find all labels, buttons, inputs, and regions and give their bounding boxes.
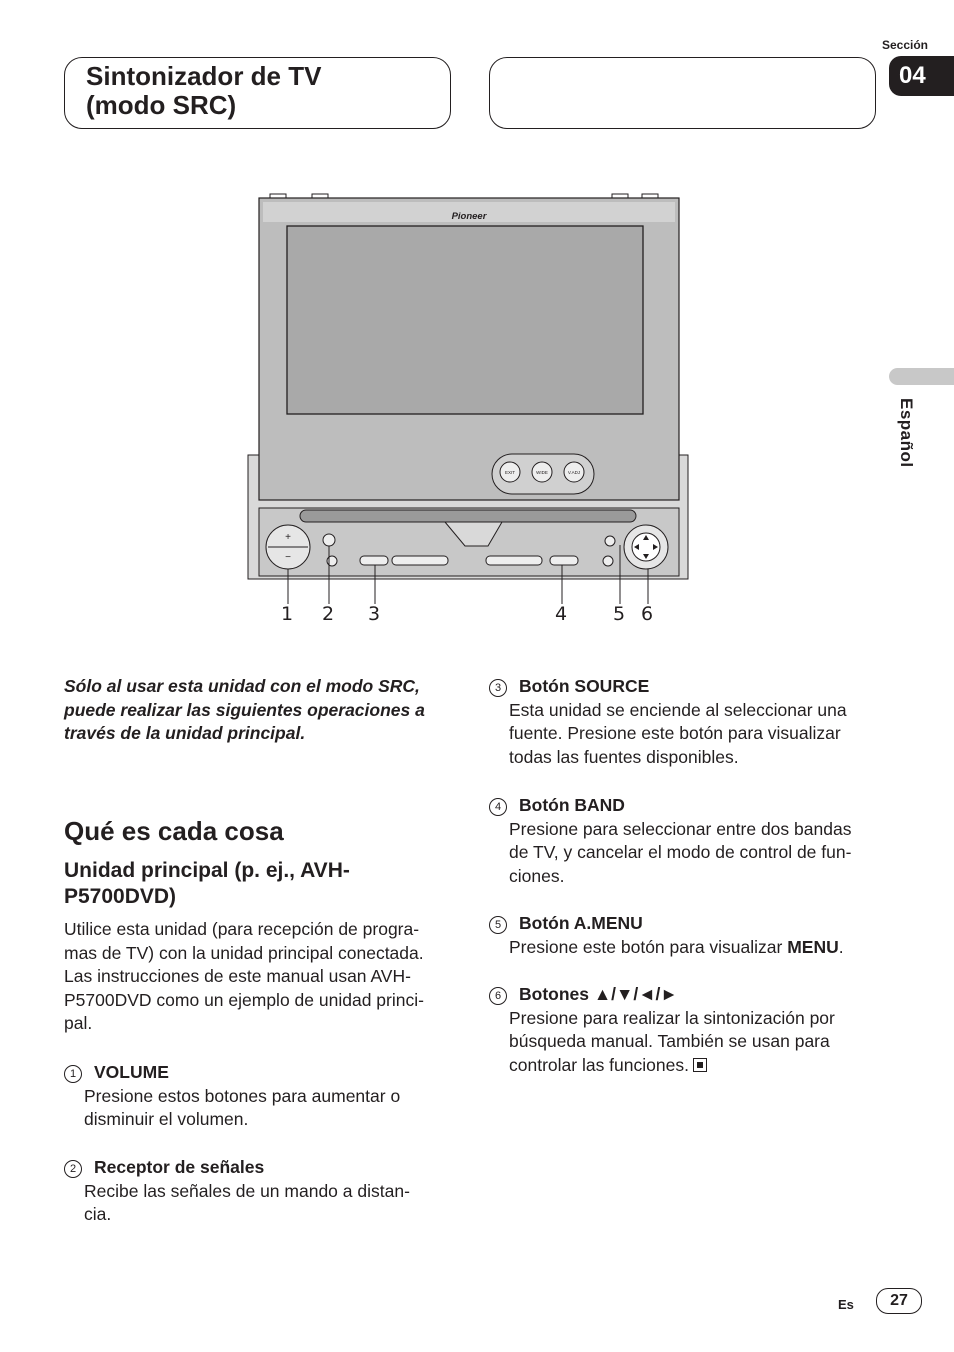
section-number: 04 (889, 56, 954, 96)
brand-logo: Pioneer (451, 211, 487, 222)
empty-header-box (489, 57, 876, 129)
intro-text: Sólo al usar esta unidad con el modo SRC, puede realizar las siguientes operaciones a través de la unidad principal. (64, 676, 425, 743)
description: Utilice esta unidad (para recepción de progra- mas de TV) con la unidad principal conectada. Las instrucciones de este manual usan AVH- P5700DVD como un ejemplo de unidad princi- pal. (64, 919, 424, 1033)
item-band: 4 Botón BAND Presione para seleccionar entre dos bandas de TV, y cancelar el modo de control de fun- ciones. (489, 794, 889, 888)
section-label: Sección (881, 38, 928, 52)
end-mark-icon (693, 1058, 707, 1072)
wide-label: WIDE (536, 470, 548, 475)
source-button[interactable] (360, 556, 388, 565)
callout-3: 3 (368, 603, 381, 625)
svg-text:−: − (285, 552, 291, 563)
page-title: Sintonizador de TV (modo SRC) (86, 61, 322, 120)
item-volume: 1 VOLUME Presione estos botones para aumentar o disminuir el volumen. (64, 1061, 454, 1132)
callout-5: 5 (613, 603, 626, 625)
amenu-button[interactable] (605, 536, 615, 546)
language-tab (889, 368, 954, 385)
item-source: 3 Botón SOURCE Esta unidad se enciende al seleccionar una fuente. Presione este botón para visualizar todas las fuentes disponibles. (489, 675, 889, 769)
subsection-heading: Unidad principal (p. ej., AVH-P5700DVD) (64, 859, 350, 908)
section-heading: Qué es cada cosa (64, 816, 284, 846)
svg-text:+: + (285, 532, 291, 543)
callout-1: 1 (281, 603, 294, 625)
footer-lang-code: Es (838, 1297, 854, 1312)
page-number: 27 (876, 1288, 922, 1314)
head-unit-illustration (240, 190, 710, 630)
vadj-label: V.ADJ (567, 470, 581, 475)
callout-6: 6 (641, 603, 654, 625)
language-label: Español (897, 398, 916, 468)
callout-4: 4 (555, 603, 568, 625)
exit-label: EXIT (504, 470, 516, 475)
item-amenu: 5 Botón A.MENU Presione este botón para visualizar MENU. (489, 912, 889, 959)
callout-2: 2 (322, 603, 335, 625)
band-button[interactable] (550, 556, 578, 565)
item-receiver: 2 Receptor de señales Recibe las señales de un mando a distan- cia. (64, 1156, 454, 1227)
item-arrows: 6 Botones ▲/▼/◄/► Presione para realizar la sintonización por búsqueda manual. También se usan para controlar las funciones. (489, 983, 889, 1077)
signal-receiver (323, 534, 335, 546)
